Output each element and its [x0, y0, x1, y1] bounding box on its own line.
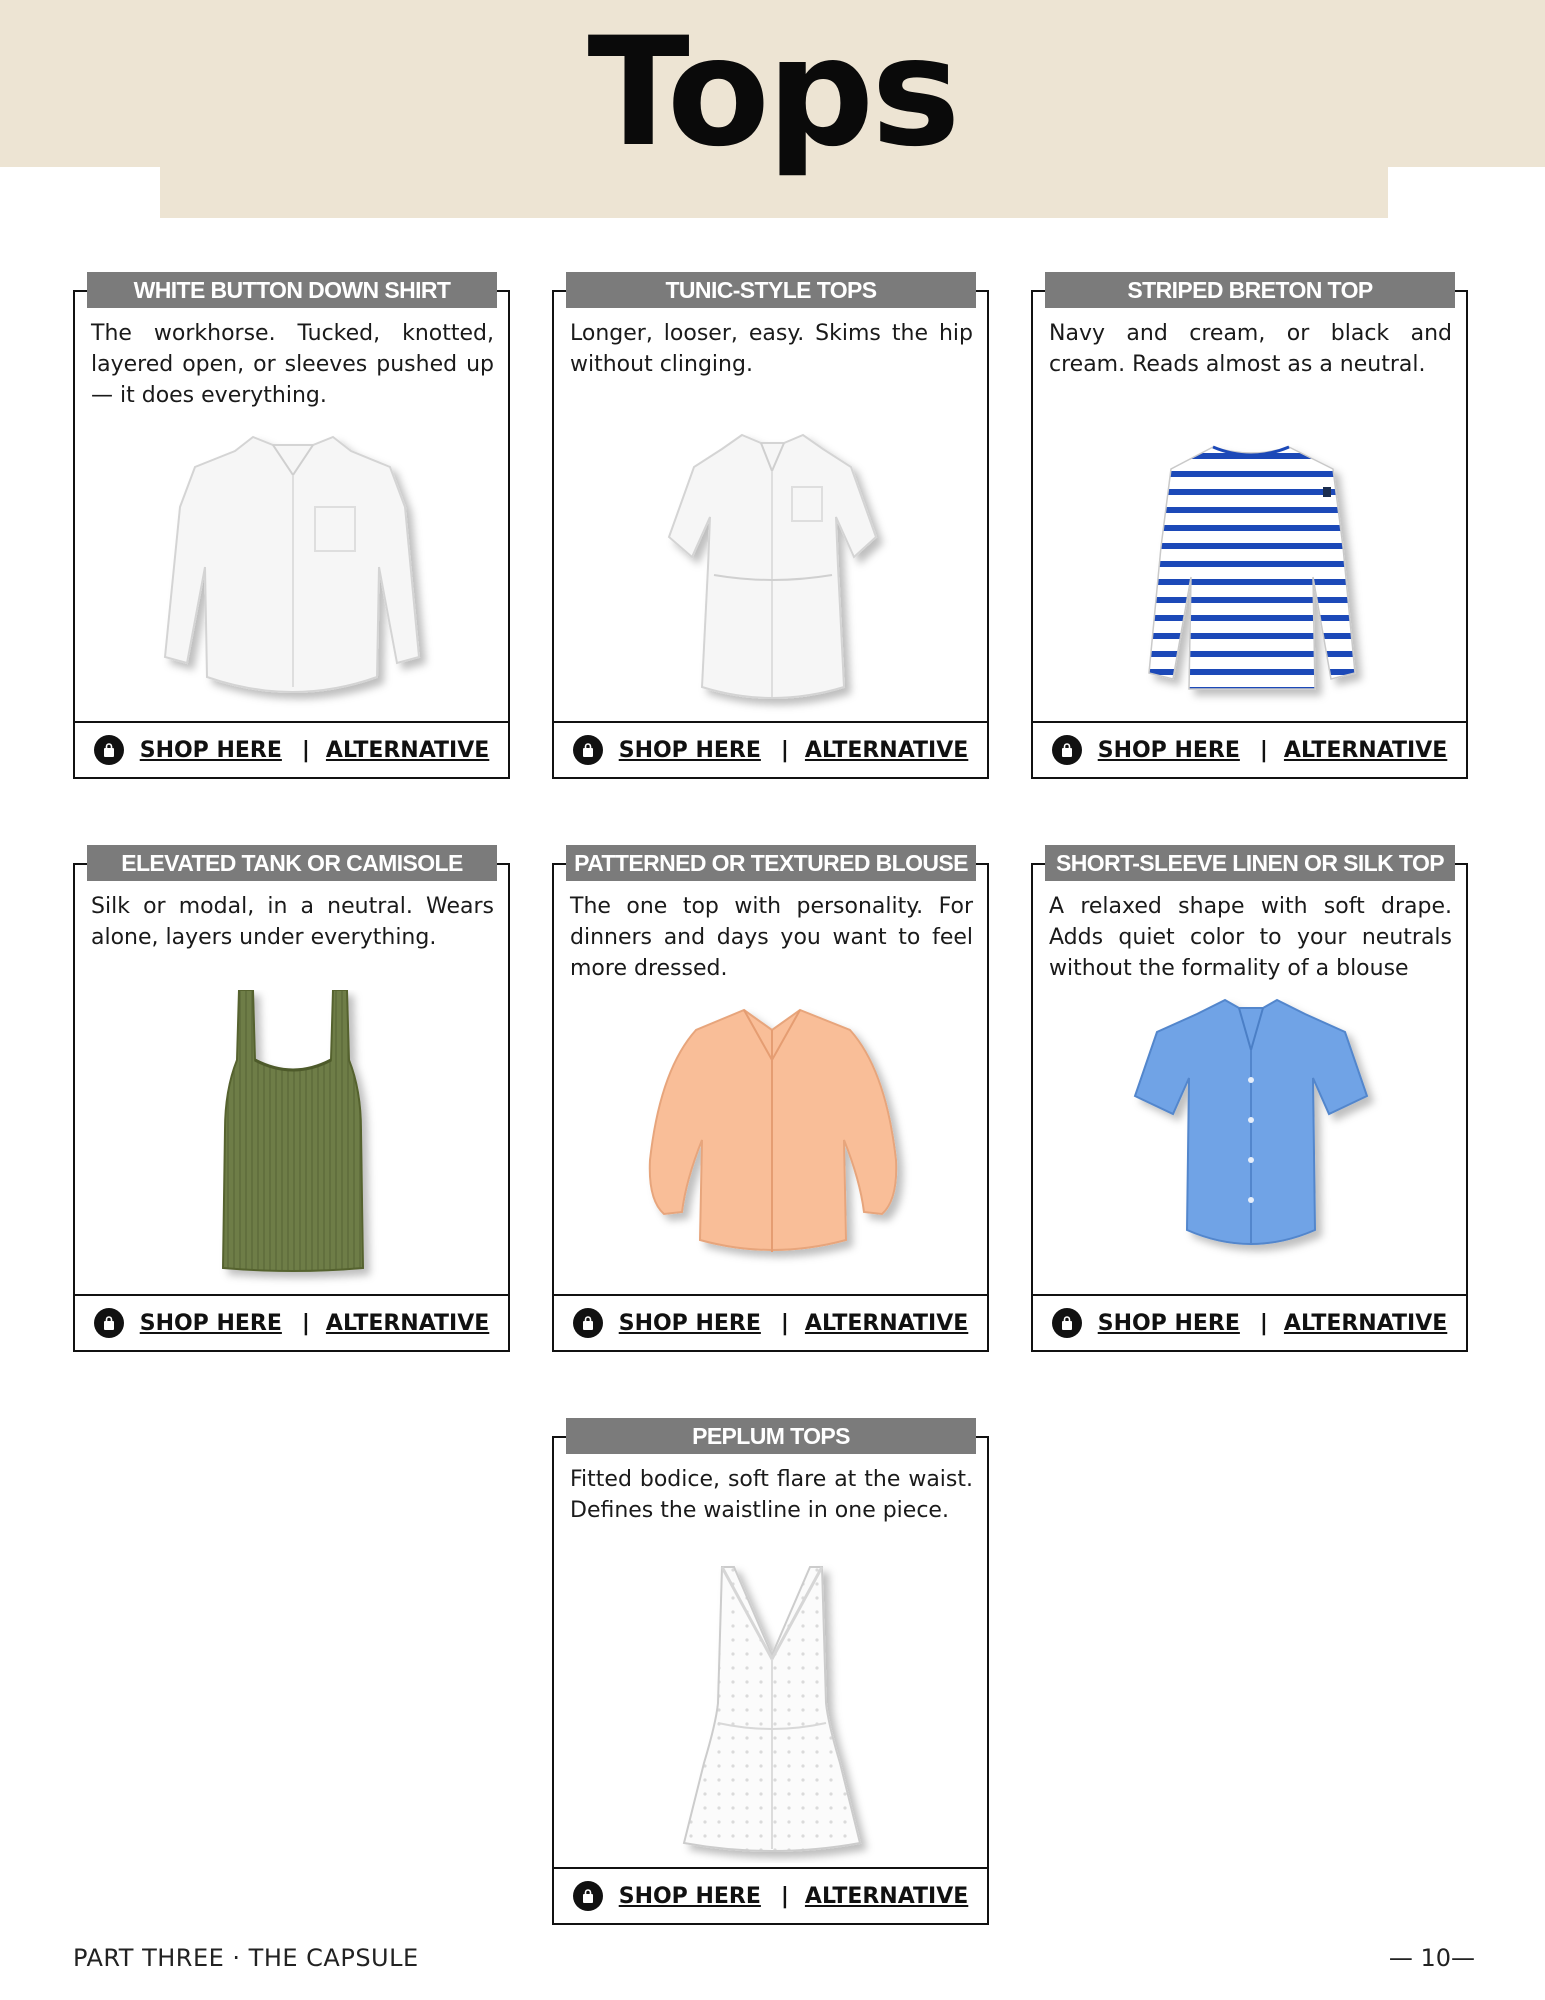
- card-description: A relaxed shape with soft drape. Adds quiet color to your neutrals without the formality of a blouse: [1049, 894, 1452, 981]
- shopping-bag-icon: [94, 735, 124, 765]
- blue-linen-shirt-image: [1093, 990, 1410, 1290]
- card-patterned-blouse: [552, 850, 989, 1352]
- card-label: ELEVATED TANK OR CAMISOLE: [87, 845, 497, 881]
- card-footer: [1033, 721, 1466, 777]
- card-description: Silk or modal, in a neutral. Wears alone, layers under everything.: [91, 894, 494, 950]
- card-footer: [554, 1867, 987, 1923]
- peach-textured-blouse-image: [614, 990, 931, 1290]
- link-separator: |: [301, 737, 310, 763]
- shopping-bag-icon: [94, 1308, 124, 1338]
- alternative-link[interactable]: ALTERNATIVE: [804, 737, 969, 763]
- page-title: Tops: [587, 6, 958, 180]
- shopping-bag-icon: [573, 1881, 603, 1911]
- card-footer: [75, 1294, 508, 1350]
- shopping-bag-icon: [1052, 735, 1082, 765]
- footer-section-label: PART THREE · THE CAPSULE: [73, 1944, 419, 1972]
- shopping-bag-icon: [573, 1308, 603, 1338]
- white-button-down-shirt-image: [135, 417, 452, 717]
- shop-here-link[interactable]: SHOP HERE: [618, 737, 761, 763]
- card-footer: [1033, 1294, 1466, 1350]
- card-peplum-tops: [552, 1423, 989, 1925]
- card-striped-breton: [1031, 277, 1468, 779]
- card-short-sleeve-linen: [1031, 850, 1468, 1352]
- shop-here-link[interactable]: SHOP HERE: [139, 737, 282, 763]
- alternative-link[interactable]: ALTERNATIVE: [325, 1310, 490, 1336]
- white-tunic-shirt-image: [614, 417, 931, 717]
- card-description: The workhorse. Tucked, knotted, layered open, or sleeves pushed up — it does everything.: [91, 321, 494, 408]
- card-label: TUNIC-STYLE TOPS: [566, 272, 976, 308]
- alternative-link[interactable]: ALTERNATIVE: [1283, 1310, 1448, 1336]
- card-white-button-down: [73, 277, 510, 779]
- alternative-link[interactable]: ALTERNATIVE: [1283, 737, 1448, 763]
- alternative-link[interactable]: ALTERNATIVE: [804, 1883, 969, 1909]
- shop-here-link[interactable]: SHOP HERE: [139, 1310, 282, 1336]
- shop-here-link[interactable]: SHOP HERE: [618, 1310, 761, 1336]
- link-separator: |: [780, 1310, 789, 1336]
- page-number: — 10—: [1388, 1944, 1475, 1972]
- olive-tank-top-image: [135, 990, 452, 1290]
- card-description: The one top with personality. For dinners and days you want to feel more dressed.: [570, 894, 973, 981]
- card-label: SHORT-SLEEVE LINEN OR SILK TOP: [1045, 845, 1455, 881]
- shopping-bag-icon: [1052, 1308, 1082, 1338]
- card-elevated-tank: [73, 850, 510, 1352]
- link-separator: |: [780, 737, 789, 763]
- card-description: Longer, looser, easy. Skims the hip without clinging.: [570, 321, 973, 377]
- card-description: Fitted bodice, soft flare at the waist. Defines the waistline in one piece.: [570, 1467, 973, 1523]
- shop-here-link[interactable]: SHOP HERE: [1097, 737, 1240, 763]
- card-label: WHITE BUTTON DOWN SHIRT: [87, 272, 497, 308]
- alternative-link[interactable]: ALTERNATIVE: [804, 1310, 969, 1336]
- white-eyelet-peplum-top-image: [614, 1563, 931, 1863]
- card-label: PEPLUM TOPS: [566, 1418, 976, 1454]
- link-separator: |: [1259, 1310, 1268, 1336]
- link-separator: |: [301, 1310, 310, 1336]
- shop-here-link[interactable]: SHOP HERE: [618, 1883, 761, 1909]
- striped-breton-top-image: [1093, 417, 1410, 717]
- shop-here-link[interactable]: SHOP HERE: [1097, 1310, 1240, 1336]
- card-description: Navy and cream, or black and cream. Reads almost as a neutral.: [1049, 321, 1452, 377]
- shopping-bag-icon: [573, 735, 603, 765]
- alternative-link[interactable]: ALTERNATIVE: [325, 737, 490, 763]
- card-footer: [554, 721, 987, 777]
- card-footer: [554, 1294, 987, 1350]
- card-tunic-tops: [552, 277, 989, 779]
- link-separator: |: [780, 1883, 789, 1909]
- card-footer: [75, 721, 508, 777]
- card-label: STRIPED BRETON TOP: [1045, 272, 1455, 308]
- card-label: PATTERNED OR TEXTURED BLOUSE: [566, 845, 976, 881]
- link-separator: |: [1259, 737, 1268, 763]
